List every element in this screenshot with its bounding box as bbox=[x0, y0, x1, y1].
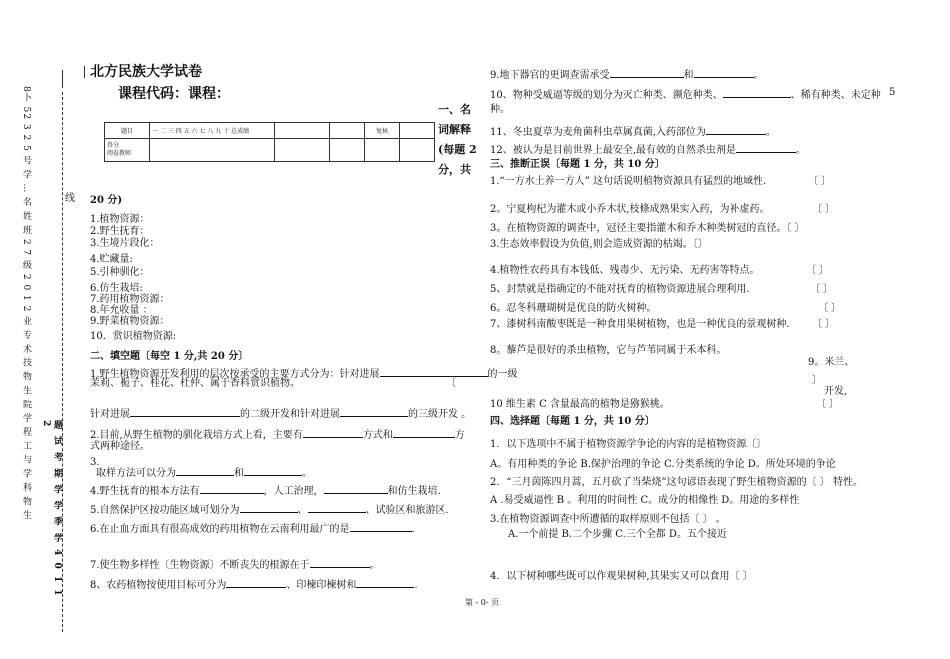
answer-blank[interactable] bbox=[176, 464, 234, 476]
definition-item: 10．赏识植物资源: bbox=[90, 331, 177, 342]
definition-item: 6.仿生栽培: bbox=[90, 283, 143, 294]
fill-question-6 bbox=[90, 520, 415, 536]
judge-question-8: 8。藜芦是很好的杀虫植物，它与芦苇同属于禾本科。 bbox=[490, 345, 727, 356]
answer-blank[interactable] bbox=[694, 66, 754, 78]
answer-blank[interactable] bbox=[723, 86, 791, 98]
q-text: 的一级 bbox=[487, 369, 518, 380]
definition-item: 4.贮藏量: bbox=[90, 254, 133, 265]
q-text: 4.野生抚育的根本方法有 bbox=[90, 486, 200, 497]
section2-heading: 二、填空题〔每空 1 分,共 20 分〕 bbox=[90, 351, 249, 362]
fill-question-1c: 茉莉、栀子、桂花、杜仲、属于香料赏识植物。 bbox=[90, 378, 300, 389]
answer-blank[interactable] bbox=[324, 482, 388, 494]
choice-question-2-options: A .易受威逼性 B 。利用的时间性 C。成分的相像性 D。用途的多样性 bbox=[490, 495, 800, 506]
binding-outer-text: 8卜 52 3 2 5 号 学 … 名 姓 班 2 7 级 2 0 1 2 业 专 术 技 物 生 院 学 程 工 与 学 科 物 生 bbox=[21, 86, 31, 521]
section1-heading-line3: (每题 2 bbox=[438, 143, 477, 156]
judge-question-5: 5、封禁就是指确定的不能对抚育的植物资源进展合理利用. bbox=[490, 284, 750, 295]
university-title: 北方民族大学试卷 bbox=[90, 64, 202, 80]
q-text: 取样方法可以分为 bbox=[96, 468, 176, 479]
fill-question-8 bbox=[90, 576, 418, 592]
judge-question-9b: 〕 bbox=[812, 375, 822, 386]
answer-blank[interactable] bbox=[380, 365, 488, 377]
answer-paren[interactable]: 〔 〕 bbox=[812, 319, 836, 330]
q-text: 6.在止血方面具有很高成效的药用植物在云南利用最广的是 bbox=[90, 524, 350, 535]
q-text: 、试验区和旅游区. bbox=[365, 505, 449, 516]
q-text: 。 bbox=[753, 70, 764, 81]
q-text: 、稀有种类、未定种 bbox=[790, 90, 881, 101]
answer-blank[interactable] bbox=[310, 556, 370, 568]
score-table-review: 复核 bbox=[365, 123, 400, 139]
fill-question-9 bbox=[490, 66, 764, 82]
fill-question-2d: 式两种途径。 bbox=[90, 441, 150, 452]
q-text: ，人工治理， bbox=[263, 486, 324, 497]
answer-paren[interactable]: 〔 〕 bbox=[818, 303, 842, 314]
binding-inner-text: 题 试 考 期 学 学 季 学 4 0 1 1 2 bbox=[41, 420, 62, 598]
choice-question-3: 3.在植物资源调查中所遭循的取样原则不包括〔 〕 。 bbox=[490, 514, 726, 525]
answer-blank[interactable] bbox=[610, 66, 684, 78]
fill-question-10d: 种。 bbox=[490, 104, 510, 115]
q-text: 、 bbox=[297, 505, 308, 516]
q-text: 和仿生栽培. bbox=[387, 486, 441, 497]
q-text: . bbox=[414, 580, 418, 591]
q-text: 7.使生物多样性〔生物资源〕不断丧失的根源在于 bbox=[90, 560, 310, 571]
q-text: 9.地下器官的更调查需承受 bbox=[490, 70, 610, 81]
definition-item: 1.植物资源： bbox=[90, 214, 150, 225]
q-text: 12、被认为是目前世界上最安全,最有效的自然杀虫剂是 bbox=[490, 145, 736, 156]
answer-paren[interactable]: 〔 〕 bbox=[812, 204, 836, 215]
choice-question-2: 2．“三月茵陈四月蒿，五月砍了当柴烧”这句谚语表现了野生植物资源的〔 〕 特性。 bbox=[490, 477, 863, 488]
answer-blank[interactable] bbox=[393, 426, 455, 438]
q-text: 针对进展 bbox=[90, 409, 130, 420]
section1-heading-tail: 20 分) bbox=[90, 195, 123, 206]
q-text: 11、冬虫夏草为麦角菌科虫草属真菌,入药部位为 bbox=[490, 127, 706, 138]
answer-blank[interactable] bbox=[736, 141, 796, 153]
q-text: 的二级开发和针对进展 bbox=[240, 409, 340, 420]
fill-question-10-num: 5 bbox=[889, 87, 896, 98]
q-text: 8、农药植物按使用目标可分为 bbox=[90, 580, 227, 591]
answer-blank[interactable] bbox=[303, 426, 363, 438]
judge-question-3b: 3.生态效率假设为负值,则会造成资源的枯竭。〔〕 bbox=[490, 239, 708, 250]
answer-blank[interactable] bbox=[130, 405, 240, 417]
judge-question-2: 2。宁夏枸杞为灌木或小乔木状,枝條成熟果实入药，为补虚药。 bbox=[490, 204, 770, 215]
judge-question-6: 6。忍冬科珊瑚树是优良的防火树种。 bbox=[490, 303, 657, 314]
fill-question-5 bbox=[90, 501, 449, 517]
section1-heading-line2: 词解释 bbox=[438, 123, 471, 136]
section1-heading-line4: 分，共 bbox=[438, 163, 471, 176]
definition-item: 8.年允收量 ： bbox=[90, 305, 153, 316]
q-text: 2.目前,从野生植物的驯化栽培方式上看，主要有 bbox=[90, 430, 303, 441]
q-text: 方 bbox=[454, 430, 465, 441]
score-table-row1-label: 题目 bbox=[105, 123, 150, 139]
binding-seal-label: 线 bbox=[65, 193, 75, 204]
answer-blank[interactable] bbox=[706, 123, 766, 135]
section3-heading: 三、推断正误〔每题 1 分，共 10 分〕 bbox=[490, 159, 665, 170]
answer-blank[interactable] bbox=[240, 501, 298, 513]
choice-question-3-options: A.一个前提 B.二个步骤 C.三个全都 D。五个接近 bbox=[508, 529, 727, 540]
binding-dashed-line bbox=[62, 92, 63, 632]
answer-paren[interactable]: 〔 〕 bbox=[810, 284, 834, 295]
answer-blank[interactable] bbox=[350, 520, 412, 532]
q-text: 、印楝印楝树和 bbox=[286, 580, 357, 591]
binding-line bbox=[62, 70, 63, 88]
binding-line bbox=[84, 66, 85, 78]
judge-question-10: 10 维生素 C 含量最高的植物是猕猴桃。 bbox=[490, 399, 670, 410]
section1-heading-line1: 一、名 bbox=[438, 103, 471, 116]
answer-blank[interactable] bbox=[244, 464, 302, 476]
fill-question-10 bbox=[490, 86, 881, 102]
definition-item: 5.引种驯化： bbox=[90, 267, 150, 278]
definition-item: 7.药用植物资源： bbox=[90, 294, 170, 305]
fill-question-4 bbox=[90, 482, 441, 498]
q-text: 的三级开发 。 bbox=[408, 409, 472, 420]
judge-question-7: 7、漆树科南酸枣既是一种食用果树植物，也是一种优良的景观树种. bbox=[490, 319, 790, 330]
q-text: 。 bbox=[302, 468, 312, 479]
judge-question-3: 3。在植物资源的调查中，冠径主要指灌木和乔木种类树冠的直径。〔 〕 bbox=[490, 223, 805, 234]
score-table-columns: 一 二 三 四 五 六 七 八 九 十 总成绩 bbox=[150, 123, 275, 139]
definition-item: 2.野生抚育： bbox=[90, 226, 150, 237]
q-text: 1.野生植物资源开发利用的层次按承受的主要方式分为：针对进展 bbox=[90, 369, 380, 380]
fill-question-12 bbox=[490, 141, 806, 157]
q-text: . bbox=[411, 524, 415, 535]
answer-paren[interactable]: 〔 〕 bbox=[816, 399, 840, 410]
fill-question-1-paren: 〔 bbox=[446, 378, 456, 389]
q-text: 。 bbox=[795, 145, 806, 156]
q-text: 10、物种受威逼等级的划分为灭亡种类、濒危种类、 bbox=[490, 90, 723, 101]
score-table bbox=[104, 122, 435, 162]
answer-blank[interactable] bbox=[340, 405, 408, 417]
section4-heading: 四、选择题〔每题 1 分，共 10 分〕 bbox=[490, 416, 655, 427]
answer-blank[interactable] bbox=[308, 501, 366, 513]
page-number: 第 - 0- 页 bbox=[465, 598, 500, 607]
fill-question-1d bbox=[90, 405, 471, 421]
course-line: 课程代码：课程： bbox=[118, 86, 230, 102]
choice-question-1: 1．以下选项中不属于植物资源学争论的内容的是植物资源〔〕 bbox=[490, 439, 767, 450]
q-text: 和 bbox=[683, 70, 694, 81]
q-text: 5.自然保护区按功能区域可划分为 bbox=[90, 505, 240, 516]
fill-question-7 bbox=[90, 556, 380, 572]
judge-question-4: 4.植物性农药具有本钱低、残毒少、无污染、无药害等特点。 bbox=[490, 265, 760, 276]
choice-question-1-options: A。有用种类的争论 B.保护治理的争论 C.分类系统的争论 D。所处环境的争论 bbox=[490, 459, 836, 470]
judge-question-9c: 开发, bbox=[824, 386, 848, 397]
definition-item: 3.生境片段化： bbox=[90, 238, 160, 249]
fill-question-3-num: 3. bbox=[90, 457, 100, 468]
definition-item: 9.野菜植物资源： bbox=[90, 316, 170, 327]
choice-question-4: 4．以下树种哪些既可以作观果树种,其果实又可以食用〔 〕 bbox=[490, 571, 753, 582]
answer-blank[interactable] bbox=[200, 482, 264, 494]
fill-question-11 bbox=[490, 123, 776, 139]
answer-paren[interactable]: 〔 〕 bbox=[806, 265, 830, 276]
q-text: 。 bbox=[369, 560, 380, 571]
fill-question-3 bbox=[96, 464, 312, 480]
answer-blank[interactable] bbox=[226, 576, 286, 588]
q-text: 和 bbox=[234, 468, 244, 479]
judge-question-9a: 9。米兰、 bbox=[808, 357, 855, 368]
judge-question-1: 1.“一方水土养一方人” 这句话说明植物资源具有猛烈的地域性. bbox=[490, 176, 767, 187]
q-text: 方式和 bbox=[362, 430, 393, 441]
answer-blank[interactable] bbox=[356, 576, 414, 588]
answer-paren[interactable]: 〔 〕 bbox=[808, 176, 832, 187]
q-text: 。 bbox=[765, 127, 776, 138]
score-table-row2-label: 得分 阅卷教师 bbox=[105, 139, 150, 162]
